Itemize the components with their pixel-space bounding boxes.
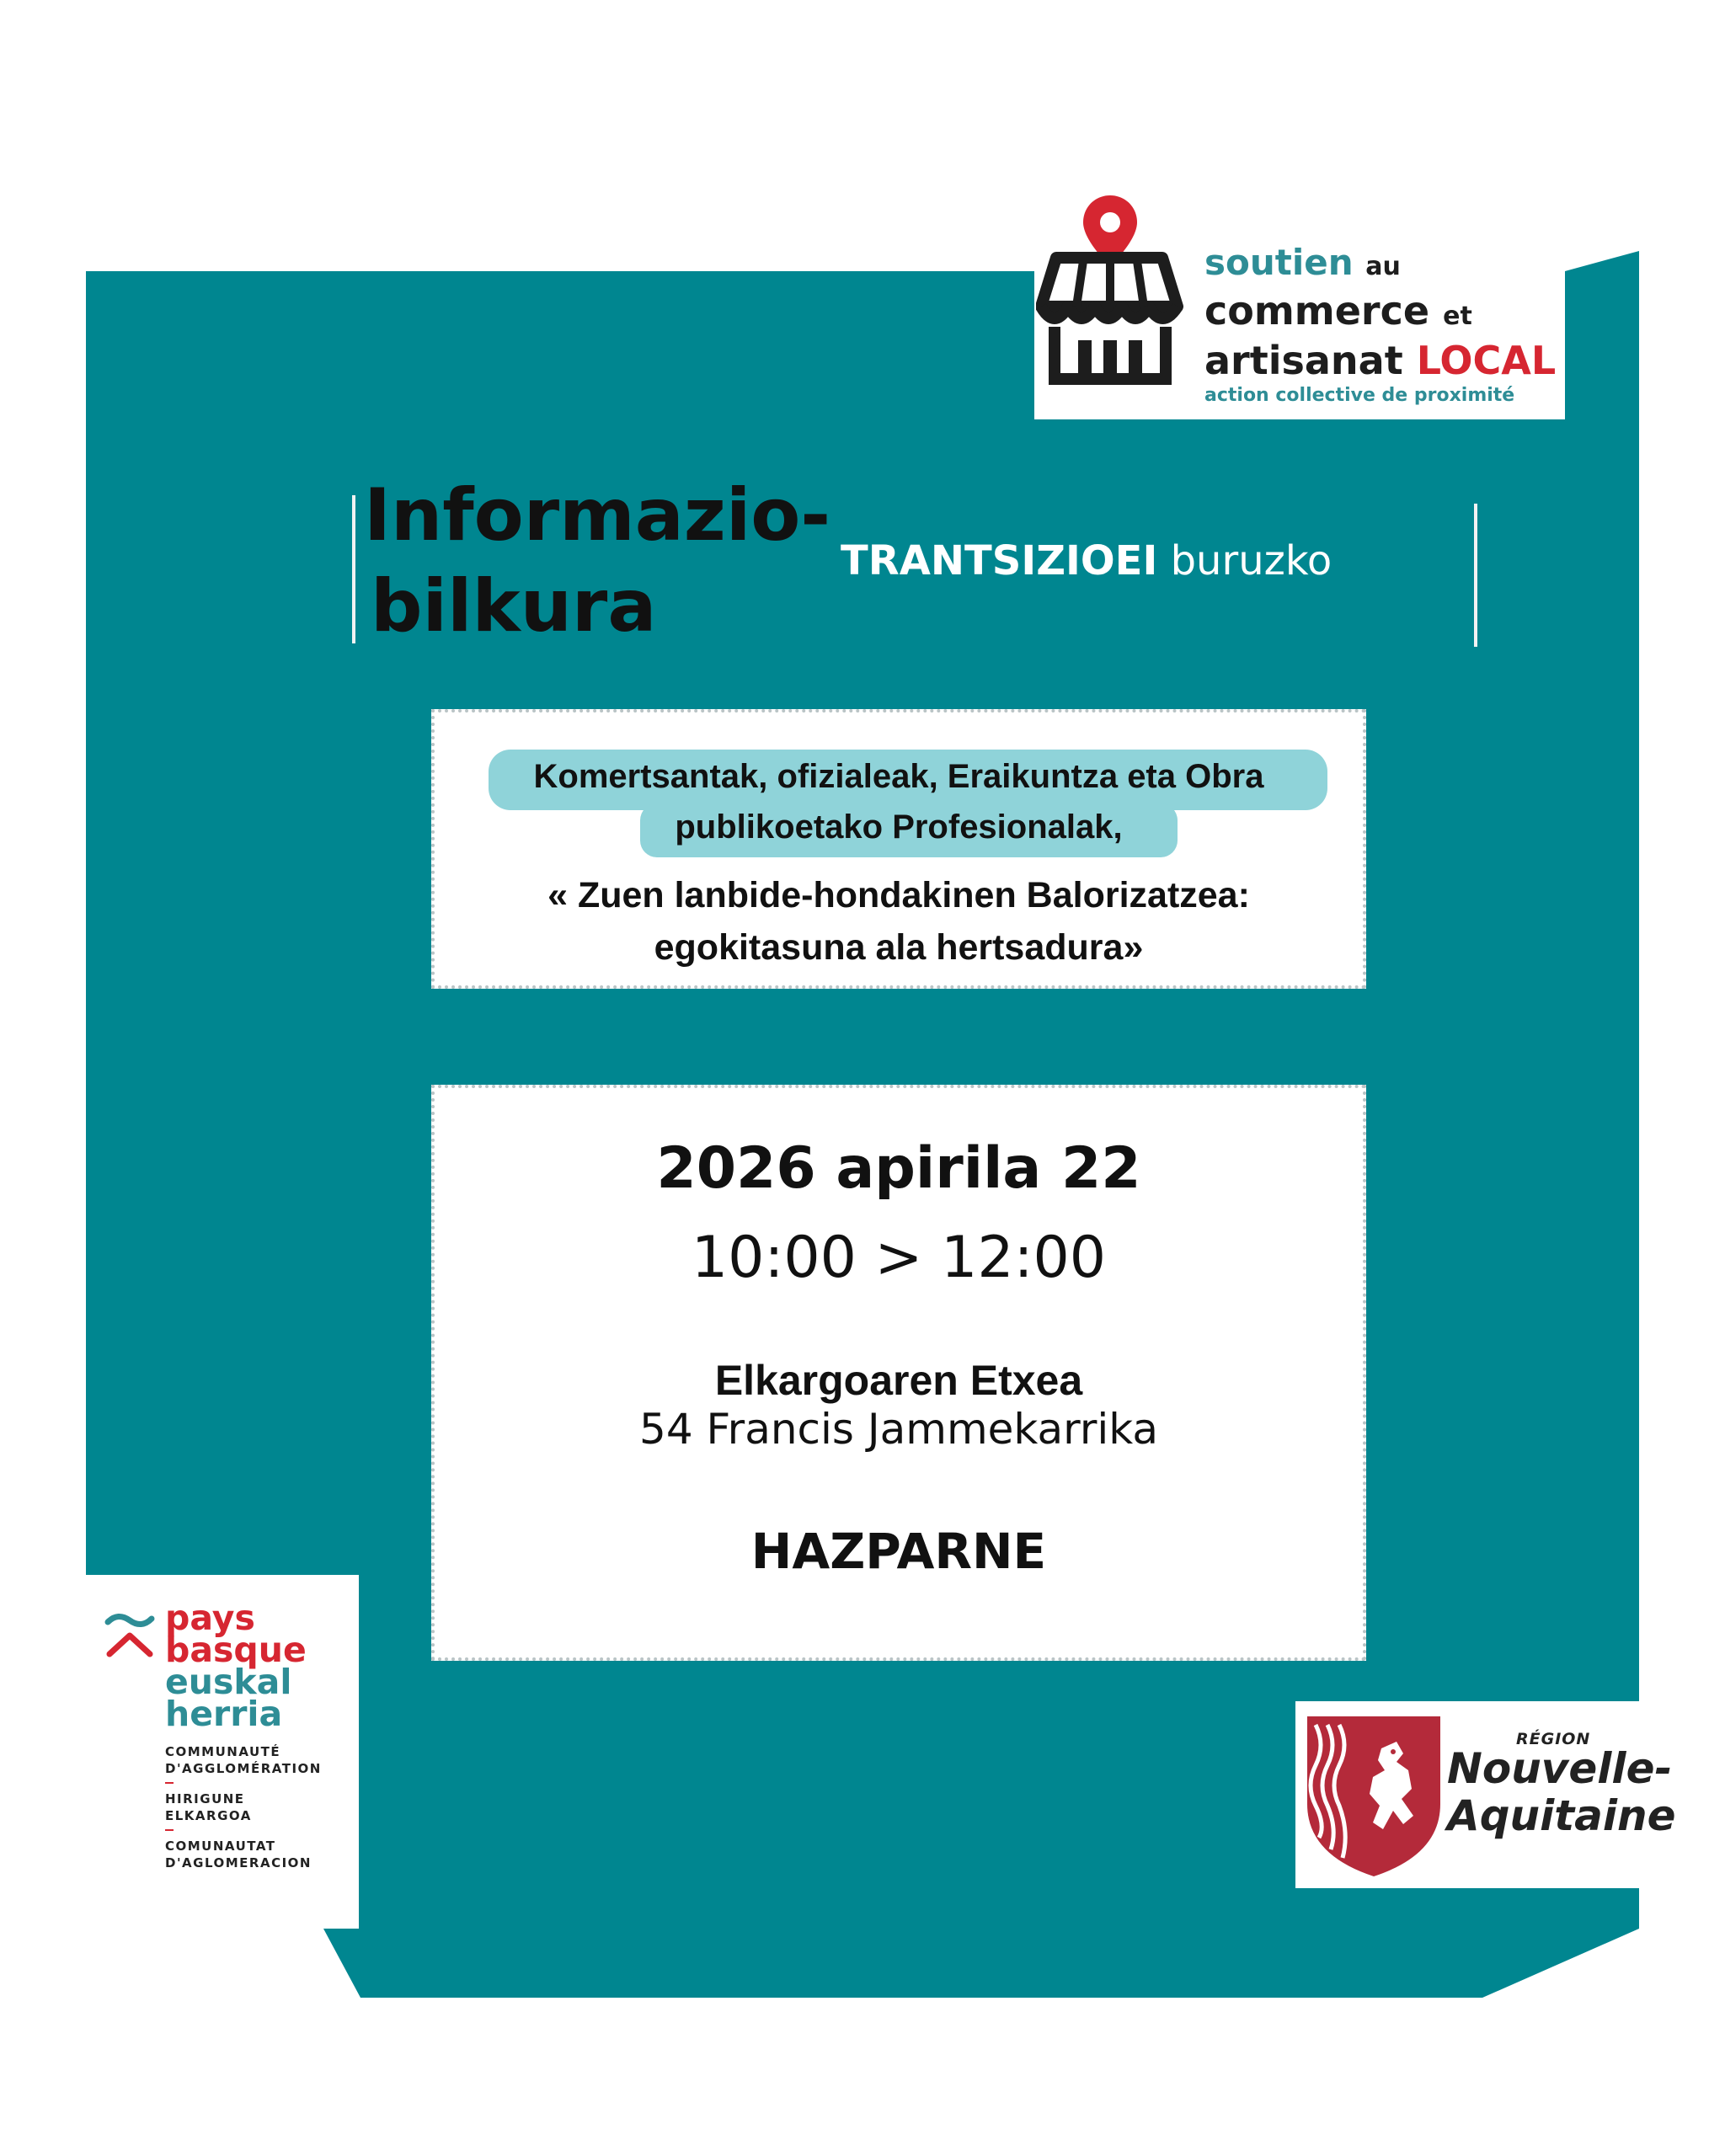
shop-pin-icon: [1036, 189, 1188, 391]
audience-line-2: publikoetako Profesionalak,: [675, 808, 1123, 846]
title-left-bar: [352, 495, 355, 643]
commerce-word: commerce: [1204, 288, 1430, 334]
communaute-text-2: D'AGGLOMÉRATION: [165, 1761, 322, 1776]
au-word: au: [1365, 252, 1401, 281]
comunautat-text-1: COMUNAUTAT: [165, 1838, 276, 1854]
region-name-line-2: Aquitaine: [1447, 1791, 1676, 1840]
basque-word: basque: [165, 1630, 307, 1670]
nouvelle-aquitaine-logo: [1295, 1701, 1676, 1888]
hirigune-text-1: HIRIGUNE: [165, 1791, 245, 1806]
title-line-1: Informazio-: [364, 473, 831, 558]
region-label: RÉGION: [1516, 1730, 1591, 1748]
quote-line-1: « Zuen lanbide-hondakinen Balorizatzea:: [547, 875, 1250, 915]
title-right-bar: [1474, 504, 1477, 647]
quote-line-2: egokitasuna ala hertsadura»: [654, 927, 1144, 968]
subtitle-bold: TRANTSIZIOEI: [841, 537, 1158, 584]
event-date: 2026 apirila 22: [656, 1135, 1141, 1202]
pays-word: pays: [165, 1598, 255, 1638]
audience-box: [431, 709, 1366, 989]
soutien-commerce-logo: [1036, 150, 1565, 418]
event-details-box: [431, 1085, 1366, 1661]
comunautat-text-2: D'AGLOMERACION: [165, 1855, 312, 1870]
communaute-text-1: COMMUNAUTÉ: [165, 1744, 281, 1759]
action-collective-text: action collective de proximité: [1204, 385, 1515, 406]
euskal-word: euskal: [165, 1662, 292, 1702]
region-name: [1447, 1745, 1676, 1839]
event-address: 54 Francis Jammekarrika: [639, 1405, 1158, 1454]
event-city: HAZPARNE: [750, 1523, 1047, 1580]
event-time: 10:00 > 12:00: [691, 1225, 1107, 1291]
soutien-word: soutien: [1204, 242, 1354, 283]
region-name-line-1: Nouvelle-: [1447, 1744, 1673, 1793]
pays-basque-mark-icon: [104, 1610, 155, 1664]
pays-basque-logo: [86, 1575, 359, 1929]
artisanat-word: artisanat: [1204, 338, 1403, 383]
separator-2: [165, 1829, 174, 1831]
separator-1: [165, 1782, 174, 1784]
hirigune-text-2: ELKARGOA: [165, 1808, 252, 1823]
title-line-2: bilkura: [371, 564, 657, 648]
et-word: et: [1443, 302, 1472, 331]
subtitle-rest: buruzko: [1157, 537, 1332, 584]
lion-shield-icon: [1302, 1711, 1445, 1880]
audience-line-1: Komertsantak, ofizialeak, Eraikuntza eta Obra: [533, 758, 1264, 795]
herria-word: herria: [165, 1694, 283, 1734]
event-venue: Elkargoaren Etxea: [714, 1357, 1083, 1404]
page-title: [364, 470, 830, 652]
local-word: LOCAL: [1416, 338, 1557, 383]
page-subtitle: [841, 537, 1332, 584]
